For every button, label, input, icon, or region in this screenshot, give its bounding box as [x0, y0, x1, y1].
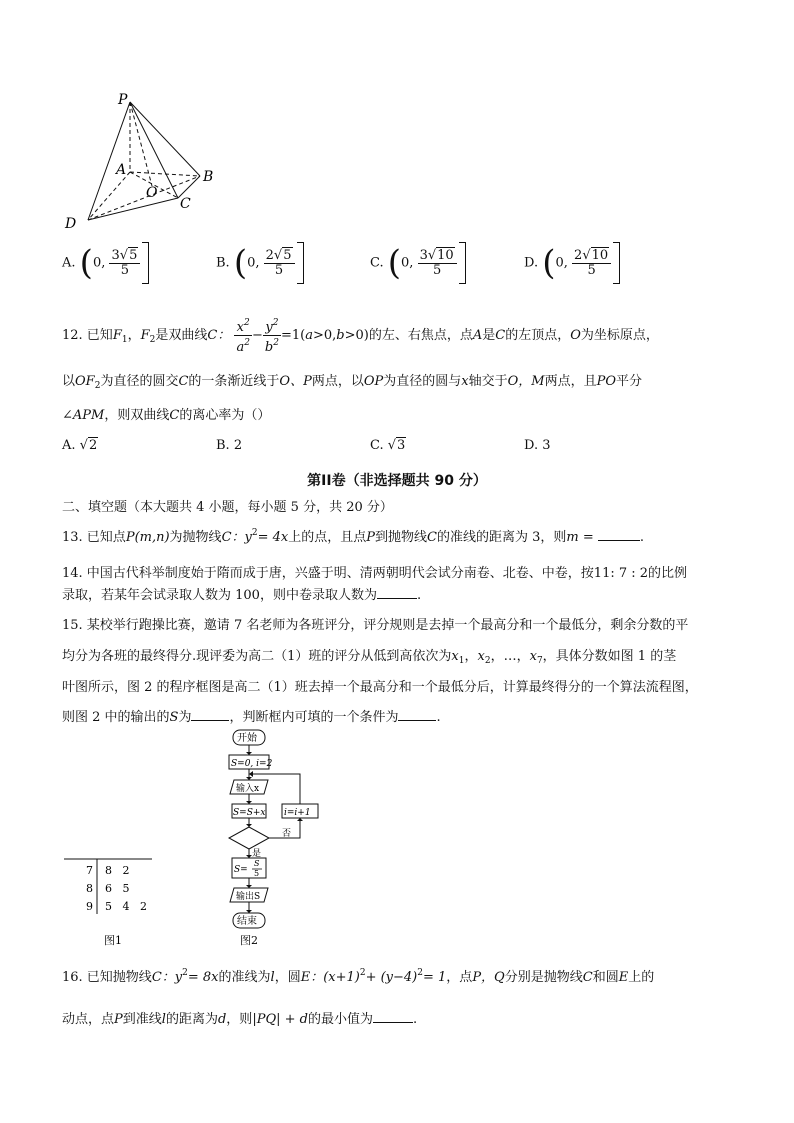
- q12-option-c: C. √3: [370, 438, 406, 453]
- label-D: D: [65, 216, 77, 230]
- q12-line1: 12. 已知$F_1$，$F_2$是双曲线C： $\frac{x^2}{a^2}$ − $\frac{y^2}{b^2}$ =1(a>0,b>0)的左、右焦点，点A是C的左顶点，O为坐标原点，: [62, 318, 659, 355]
- q11-option-d: D. (0, $\frac{2√10}{5}$: [524, 242, 620, 284]
- q12-option-d: D. 3: [524, 438, 551, 453]
- q13-blank[interactable]: [598, 540, 640, 541]
- q15-line3: 叶图所示，图 2 的程序框图是高二（1）班去掉一个最高分和一个最低分后，计算最终得分的一个算法流程图，: [62, 680, 698, 695]
- stem-leaf-plot: [60, 850, 160, 950]
- stem-row-3-leaves: 5 4 2: [105, 900, 147, 913]
- flow-div-num: S: [254, 859, 260, 868]
- q11-option-a: A. (0, $\frac{3√5}{5}$: [62, 242, 149, 284]
- label-C: C: [180, 196, 191, 212]
- q16-blank[interactable]: [373, 1022, 413, 1023]
- stem-row-1-stem: 7: [86, 864, 93, 877]
- q12-option-a: A. √2: [62, 438, 98, 453]
- q16-line2: 动点，点P到准线l的距离为d，则|PQ| + d的最小值为 .: [62, 1012, 418, 1027]
- stem-row-1-leaves: 8 2: [105, 864, 130, 877]
- label-P: P: [118, 92, 128, 108]
- q14-line2: 录取，若某年会试录取人数为 100，则中卷录取人数为 .: [62, 588, 422, 603]
- label-O: O: [146, 185, 158, 201]
- q12-option-b: B. 2: [216, 438, 243, 453]
- q15-line4: 则图 2 中的输出的S为 ，判断框内可填的一个条件为 .: [62, 710, 441, 725]
- q16-line1: 16. 已知抛物线C：$y^2= 8x$的准线为l，圆E：$(x+1)^2+ (y-4)^2= 1$，点P，Q分别是抛物线C和圆E上的: [62, 968, 655, 985]
- q15-blank-s[interactable]: [191, 720, 229, 721]
- flow-end: 结束: [237, 916, 257, 927]
- q15-line1: 15. 某校举行跑操比赛，邀请 7 名老师为各班评分，评分规则是去掉一个最高分和一个最低分，剩余分数的平: [62, 618, 689, 633]
- q13-line: 13. 已知点P(m,n)为抛物线C：$y^2= 4x$上的点，且点P到抛物线C的准线的距离为 3，则m = .: [62, 528, 645, 545]
- flowchart: [220, 724, 330, 950]
- flow-sum: S=S+x: [233, 808, 266, 818]
- stem-row-2-leaves: 6 5: [105, 882, 130, 895]
- label-B: B: [203, 169, 214, 185]
- q11-option-b: B. (0, $\frac{2√5}{5}$: [216, 242, 304, 284]
- q14-line1: 14. 中国古代科举制度始于隋而成于唐，兴盛于明、清两朝明代会试分南卷、北卷、中卷，按11: 7 : 2的比例: [62, 566, 688, 581]
- flow-input: 输入x: [236, 784, 260, 794]
- flow-start: 开始: [237, 733, 257, 744]
- pyramid-figure: [60, 90, 230, 230]
- flow-div-den: 5: [254, 869, 260, 878]
- flow-no: 否: [282, 829, 292, 839]
- label-A: A: [116, 162, 127, 178]
- section-subtitle: 二、填空题（本大题共 4 小题，每小题 5 分，共 20 分）: [62, 500, 393, 515]
- flow-output: 输出S: [236, 892, 261, 902]
- stem-row-2-stem: 8: [86, 882, 93, 895]
- q14-blank[interactable]: [377, 598, 417, 599]
- section-title: 第II卷（非选择题共 90 分）: [307, 473, 487, 489]
- q15-line2: 均分为各班的最终得分.现评委为高二（1）班的评分从低到高依次为$x_1$，$x_2$，…，$x_7$，具体分数如图 1 的茎: [62, 649, 677, 666]
- q12-line3: ∠APM，则双曲线C的离心率为（）: [62, 408, 271, 423]
- stem-row-3-stem: 9: [86, 900, 93, 913]
- flow-incr: i=i+1: [284, 808, 311, 818]
- flow-div-lhs: S=: [234, 865, 248, 875]
- figure-1-caption: 图1: [104, 934, 122, 947]
- q11-option-c: C. (0, $\frac{3√10}{5}$: [370, 242, 466, 284]
- flow-yes: 是: [252, 849, 262, 859]
- q15-blank-cond[interactable]: [398, 720, 436, 721]
- flow-init: S=0, i=2: [231, 759, 273, 769]
- q12-line2: 以$OF_2$为直径的圆交C的一条渐近线于O、P两点，以OP为直径的圆与x轴交于O，M两点，且PO平分: [62, 374, 643, 391]
- figure-2-caption: 图2: [240, 934, 258, 947]
